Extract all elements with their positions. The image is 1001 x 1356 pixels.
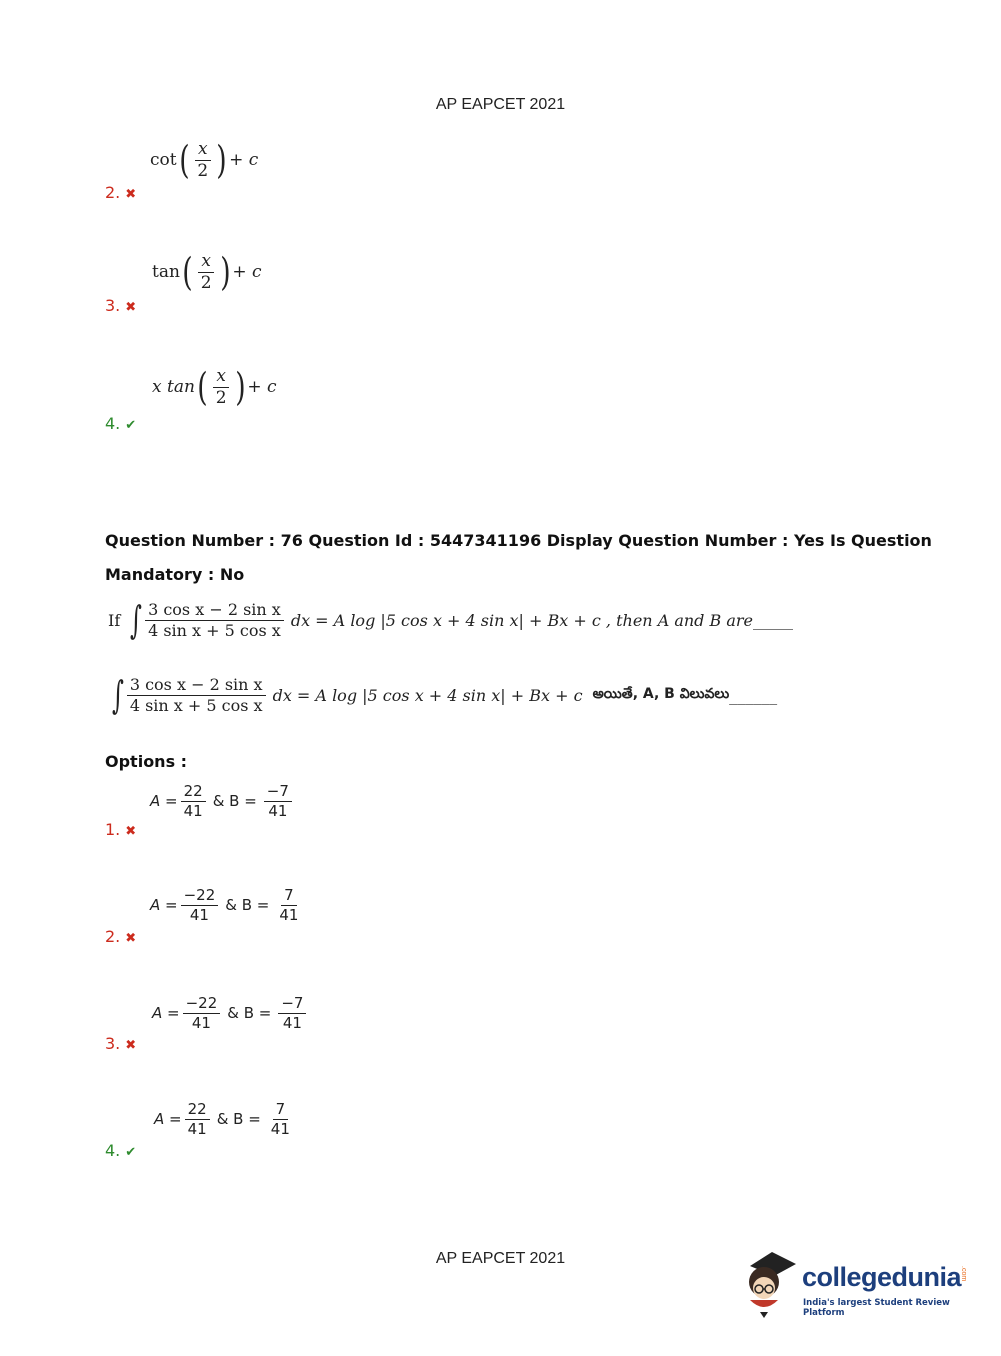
cross-icon: ✖ [125, 931, 137, 946]
cross-icon: ✖ [125, 824, 137, 839]
prev-option-3-number: 3. ✖ [105, 296, 137, 315]
cross-icon: ✖ [125, 300, 137, 315]
option-3-expression: A = $\frac{-22}{41}$ & B = $\frac{-7}{41}$ [152, 995, 309, 1031]
cross-icon: ✖ [125, 1038, 137, 1053]
check-icon: ✔ [125, 418, 137, 433]
collegedunia-logo [742, 1248, 972, 1320]
option-1-number: 1. ✖ [105, 820, 137, 839]
page-footer: AP EAPCET 2021 [435, 1250, 566, 1267]
question-meta-line1: Question Number : 76 Question Id : 5447341196 Display Question Number : Yes Is Question [105, 531, 932, 550]
cross-icon: ✖ [125, 187, 137, 202]
prev-option-4-expression: x tan ( $\frac{x}{2}$ ) + c [152, 365, 277, 410]
check-icon: ✔ [125, 1145, 137, 1160]
question-english: If ∫ $\frac{\text{3 cos x − 2 sin x}}{\text{4 sin x + 5 cos x}}$ dx = A log |5 cos x + 4 sin x| + Bx + c , then A and B are _____ [108, 598, 793, 642]
mascot-icon [742, 1248, 802, 1318]
option-4-expression: A = $\frac{22}{41}$ & B = $\frac{7}{41}$ [154, 1100, 290, 1138]
prev-option-3-expression: tan ( $\frac{x}{2}$ ) + c [152, 250, 262, 295]
prev-option-2-number: 2. ✖ [105, 183, 137, 202]
prev-option-2-expression: cot ( $\frac{x}{2}$ ) + c [150, 138, 259, 183]
option-3-number: 3. ✖ [105, 1034, 137, 1053]
logo-com: .com [960, 1266, 967, 1282]
option-4-number: 4. ✔ [105, 1141, 137, 1160]
option-2-number: 2. ✖ [105, 927, 137, 946]
logo-tagline: India's largest Student Review Platform [803, 1298, 950, 1318]
question-telugu: ∫ $\frac{\text{3 cos x − 2 sin x}}{\text{4 sin x + 5 cos x}}$ dx = A log |5 cos x + 4 sin x| + Bx + c అయితే, A, B విలువలు ______ [111, 673, 778, 717]
options-label: Options : [105, 752, 188, 771]
option-2-expression: A = $\frac{-22}{41}$ & B = $\frac{7}{41}$ [150, 886, 299, 924]
logo-wordmark: collegedunia [802, 1262, 962, 1292]
option-1-expression: A = $\frac{22}{41}$ & B = $\frac{-7}{41}$ [150, 783, 295, 819]
page-header: AP EAPCET 2021 [435, 96, 566, 113]
prev-option-4-number: 4. ✔ [105, 414, 137, 433]
question-meta-line2: Mandatory : No [105, 565, 245, 584]
